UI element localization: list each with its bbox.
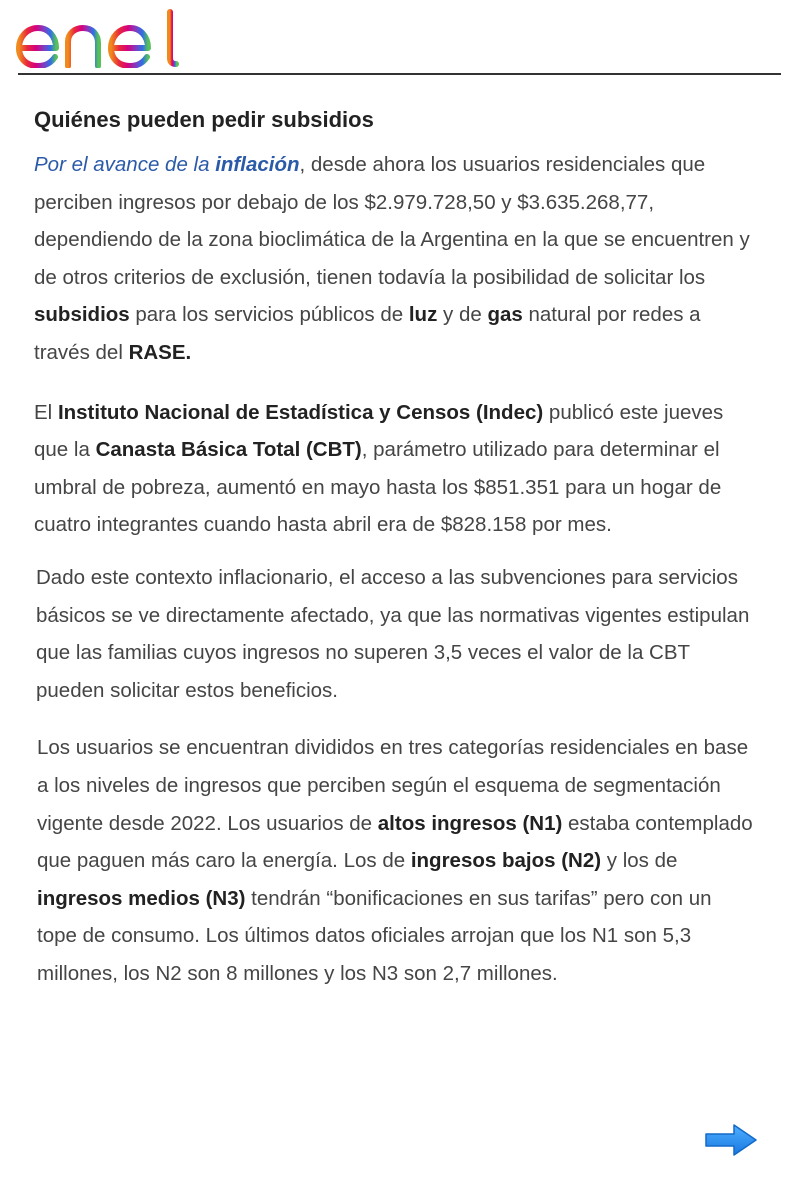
page-header bbox=[0, 0, 800, 76]
paragraph-categories: Los usuarios se encuentran divididos en tres categorías residenciales en base a los niveles de ingresos que perciben según el esquema de segmentación vigente desde 2022. Los usuarios de altos ingresos (N1) estaba contemplado que paguen más caro la energía. Los de ingresos bajos (N2) y los de ingresos medios (N3) tendrán “bonificaciones en sus tarifas” pero con un tope de consumo. Los últimos datos oficiales arrojan que los N1 son 5,3 millones, los N2 son 8 millones y los N3 son 2,7 millones. bbox=[37, 736, 753, 985]
header-divider bbox=[18, 73, 781, 75]
paragraph-subsidies: Por el avance de la inflación, desde ahora los usuarios residenciales que perciben ingresos por debajo de los $2.979.728,50 y $3.635.268,77, dependiendo de la zona bioclimática de la Argentina en la que se encuentren y de otros criterios de exclusión, tienen todavía la posibilidad de solicitar los subsidios para los servicios públicos de luz y de gas natural por redes a través del RASE. bbox=[34, 153, 750, 364]
right-arrow-icon[interactable] bbox=[704, 1122, 758, 1158]
article-body bbox=[34, 104, 754, 992]
article-subtitle: Quiénes pueden pedir subsidios bbox=[34, 107, 374, 132]
enel-logo[interactable] bbox=[16, 6, 180, 68]
inflation-link[interactable]: Por el avance de la inflación bbox=[34, 153, 300, 176]
paragraph-context: Dado este contexto inflacionario, el acceso a las subvenciones para servicios básicos se ve directamente afectado, ya que las normativas vigentes estipulan que las familias cuyos ingresos no superen 3,5 veces el valor de la CBT pueden solicitar estos beneficios. bbox=[36, 565, 750, 702]
paragraph-indec: El Instituto Nacional de Estadística y Censos (Indec) publicó este jueves que la Canasta Básica Total (CBT), parámetro utilizado para determinar el umbral de pobreza, aumentó en mayo hasta los $851.351 para un hogar de cuatro integrantes cuando hasta abril era de $828.158 por mes. bbox=[34, 400, 724, 537]
